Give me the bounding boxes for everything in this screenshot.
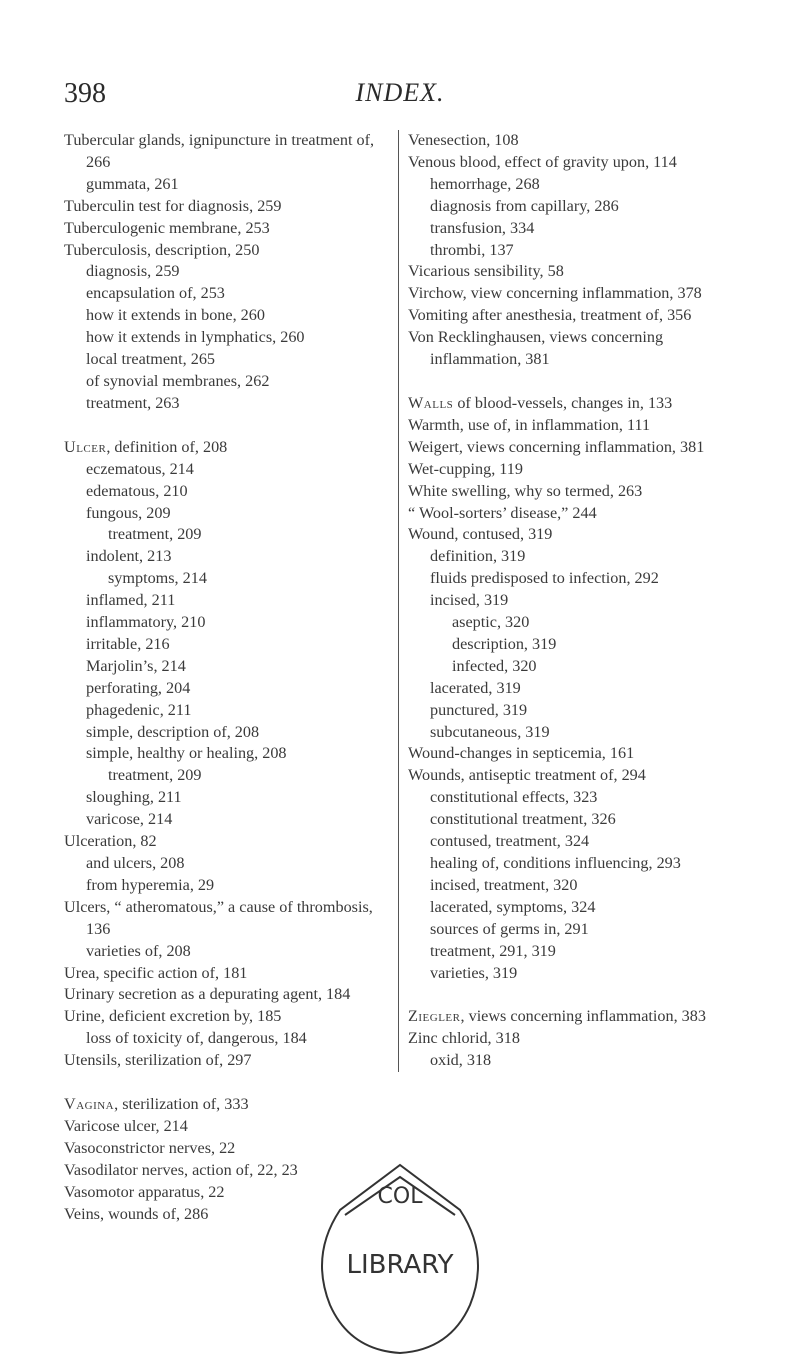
index-subentry: treatment, 209 (108, 525, 202, 544)
stamp-label: LIBRARY (346, 1250, 454, 1280)
index-entry: Weigert, views concerning inflammation, 381 (408, 437, 705, 456)
index-entry: Utensils, sterilization of, 297 (64, 1051, 252, 1070)
index-subentry: sources of germs in, 291 (430, 919, 589, 938)
index-subentry: fungous, 209 (86, 503, 171, 522)
index-subentry: symptoms, 214 (108, 569, 207, 588)
library-stamp (300, 1155, 500, 1355)
index-entry: Venesection, 108 (408, 131, 519, 149)
section-lead-word: Walls (408, 393, 454, 412)
index-entry: Zinc chlorid, 318 (408, 1029, 520, 1048)
index-subentry: contused, treatment, 324 (430, 832, 590, 851)
page-header (0, 78, 800, 118)
section-gap (64, 415, 392, 437)
index-subentry: punctured, 319 (430, 700, 528, 719)
index-subentry: simple, healthy or healing, 208 (86, 744, 287, 763)
page-number: 398 (64, 78, 106, 109)
index-subentry: lacerated, 319 (430, 678, 521, 697)
index-subentry: eczematous, 214 (86, 459, 194, 478)
index-subentry: hemorrhage, 268 (430, 174, 540, 193)
index-subentry: oxid, 318 (430, 1051, 492, 1070)
index-subentry: varicose, 214 (86, 810, 173, 829)
index-subentry: irritable, 216 (86, 634, 170, 653)
index-subentry: treatment, 209 (108, 766, 202, 785)
index-entry: Venous blood, effect of gravity upon, 114 (408, 152, 677, 171)
section-gap (408, 984, 750, 1006)
section-lead-word: Vagina (64, 1095, 115, 1114)
section-gap (64, 1072, 392, 1094)
index-subentry: transfusion, 334 (430, 218, 535, 237)
index-subentry: constitutional treatment, 326 (430, 810, 616, 829)
index-subentry: aseptic, 320 (452, 613, 530, 632)
index-subentry: treatment, 291, 319 (430, 941, 556, 960)
index-subentry: phagedenic, 211 (86, 700, 192, 719)
index-subentry: diagnosis from capillary, 286 (430, 196, 619, 215)
index-entry: “ Wool-sorters’ disease,” 244 (408, 503, 597, 522)
index-entry: Vasoconstrictor nerves, 22 (64, 1138, 236, 1157)
index-subentry: treatment, 263 (86, 393, 180, 412)
index-subentry: inflammatory, 210 (86, 613, 206, 632)
index-subentry: simple, description of, 208 (86, 722, 260, 741)
index-column-left (64, 130, 392, 1226)
index-entry: Urinary secretion as a depurating agent, 184 (64, 985, 351, 1004)
index-subentry: healing of, conditions influencing, 293 (430, 854, 681, 872)
index-subentry: diagnosis, 259 (86, 262, 180, 281)
index-entry: White swelling, why so termed, 263 (408, 481, 643, 500)
index-subentry: description, 319 (452, 634, 557, 653)
index-subentry: gummata, 261 (86, 174, 179, 193)
index-subentry: fluids predisposed to infection, 292 (430, 569, 659, 588)
index-subentry: lacerated, symptoms, 324 (430, 897, 596, 916)
index-subentry: indolent, 213 (86, 547, 172, 566)
stamp-top-text: COL (377, 1184, 423, 1209)
index-entry: Urine, deficient excretion by, 185 (64, 1007, 282, 1026)
index-entry: Wet-cupping, 119 (408, 459, 523, 478)
index-subentry: edematous, 210 (86, 481, 188, 500)
index-column-right (398, 130, 750, 1072)
index-entry: Varicose ulcer, 214 (64, 1116, 188, 1135)
index-subentry: perforating, 204 (86, 678, 191, 697)
index-entry: Vasodilator nerves, action of, 22, 23 (64, 1160, 298, 1179)
index-subentry: how it extends in bone, 260 (86, 306, 265, 325)
index-entry: Virchow, view concerning inflammation, 378 (408, 284, 702, 303)
index-entry: Vomiting after anesthesia, treatment of, 356 (408, 306, 692, 325)
index-entry: Wounds, antiseptic treatment of, 294 (408, 766, 646, 785)
index-subentry: varieties, 319 (430, 963, 518, 982)
index-subentry: sloughing, 211 (86, 788, 182, 807)
index-subentry: Marjolin’s, 214 (86, 656, 186, 675)
index-subentry: constitutional effects, 323 (430, 788, 598, 807)
index-entry: Tubercular glands, ignipuncture in treatment of, 266 (64, 131, 375, 171)
index-entry: Ulcers, “ atheromatous,” a cause of thrombosis, 136 (64, 897, 373, 938)
index-entry: Tuberculogenic membrane, 253 (64, 218, 270, 237)
index-subentry: encapsulation of, 253 (86, 284, 225, 303)
section-lead-word: Ulcer (64, 437, 107, 456)
index-subentry: infected, 320 (452, 656, 537, 675)
index-subentry: loss of toxicity of, dangerous, 184 (86, 1029, 307, 1048)
index-entry: Vasomotor apparatus, 22 (64, 1182, 225, 1201)
index-subentry: of synovial membranes, 262 (86, 371, 270, 390)
index-entry: Warmth, use of, in inflammation, 111 (408, 415, 651, 434)
index-subentry: incised, 319 (430, 591, 509, 610)
index-entry: Veins, wounds of, 286 (64, 1204, 209, 1223)
index-entry: Ulcer, definition of, 208 (64, 437, 228, 456)
index-subentry: and ulcers, 208 (86, 854, 185, 872)
index-entry: Ulceration, 82 (64, 832, 157, 851)
index-subentry: definition, 319 (430, 547, 526, 566)
index-subentry: subcutaneous, 319 (430, 722, 550, 741)
index-entry: Urea, specific action of, 181 (64, 963, 248, 982)
index-subentry: local treatment, 265 (86, 350, 216, 369)
index-entry: Tuberculin test for diagnosis, 259 (64, 196, 282, 215)
index-entry: Wound, contused, 319 (408, 525, 553, 544)
index-entry: Tuberculosis, description, 250 (64, 240, 260, 259)
index-subentry: from hyperemia, 29 (86, 875, 215, 894)
index-subentry: inflamed, 211 (86, 591, 176, 610)
index-subentry: thrombi, 137 (430, 240, 514, 259)
section-lead-word: Ziegler (408, 1007, 461, 1026)
index-entry: Walls of blood-vessels, changes in, 133 (408, 393, 673, 412)
index-subentry: incised, treatment, 320 (430, 875, 578, 894)
index-entry: Von Recklinghausen, views concerning inflammation, 381 (408, 328, 664, 369)
index-subentry: how it extends in lymphatics, 260 (86, 328, 305, 347)
index-entry: Vagina, sterilization of, 333 (64, 1095, 249, 1114)
section-gap (408, 371, 750, 393)
index-entry: Wound-changes in septicemia, 161 (408, 744, 635, 763)
running-title: INDEX. (355, 78, 445, 107)
index-entry: Ziegler, views concerning inflammation, 383 (408, 1007, 706, 1026)
index-entry: Vicarious sensibility, 58 (408, 262, 564, 281)
index-subentry: varieties of, 208 (86, 941, 191, 960)
